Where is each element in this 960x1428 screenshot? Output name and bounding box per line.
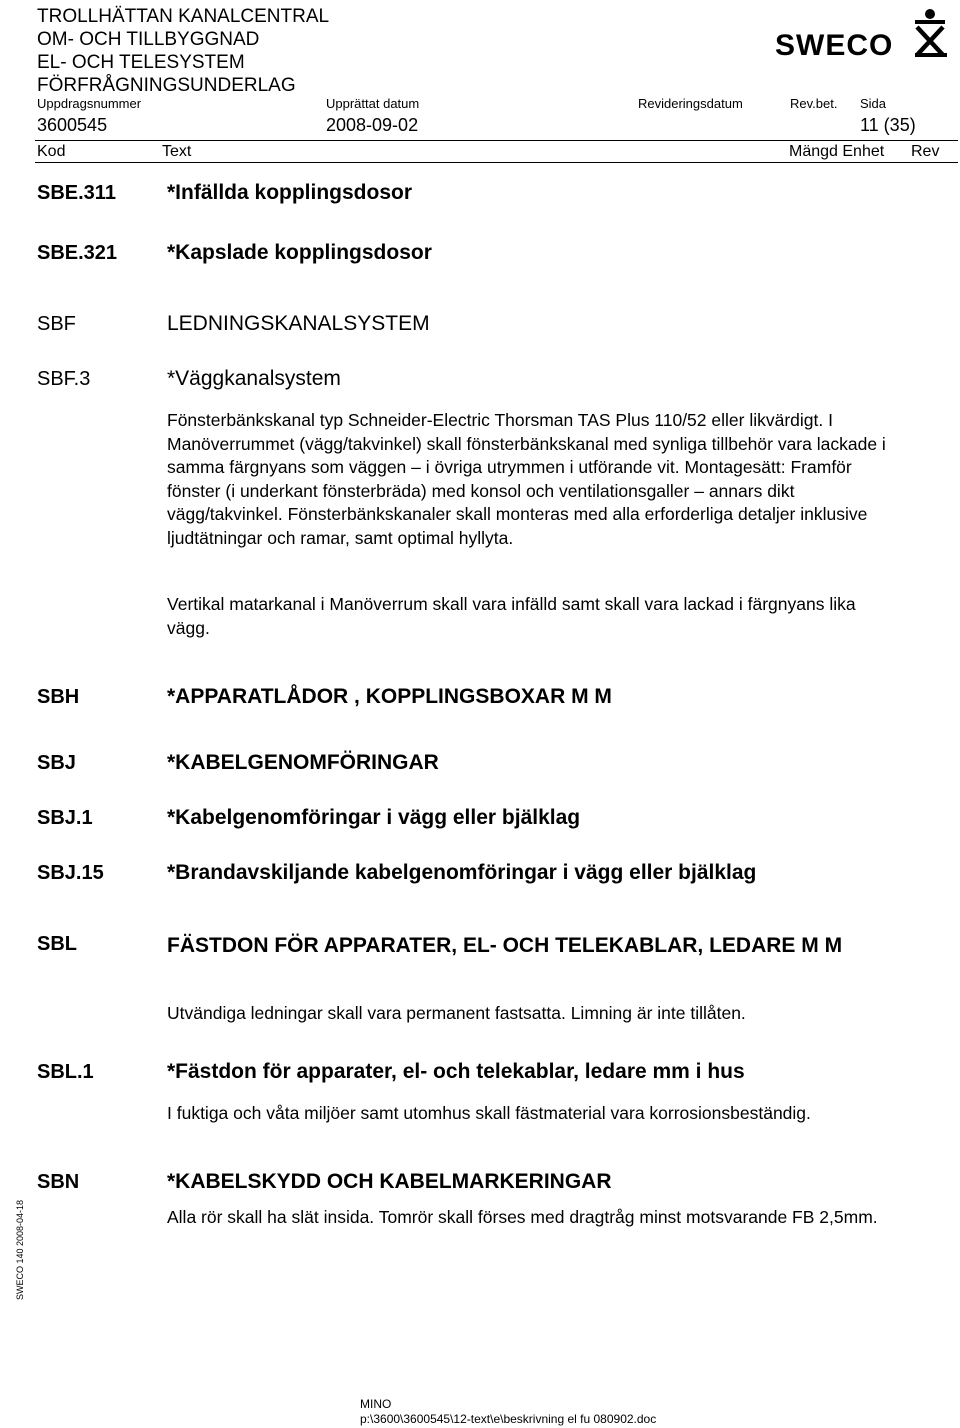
section-paragraph [167,593,857,640]
section-code: SBJ [37,752,76,774]
paragraph-text: Vertikal matarkanal i Manöverrum skall vara infälld samt skall vara lackad i färgnyans lika vägg. [167,594,856,638]
section-code: SBL.1 [37,1061,94,1083]
section-paragraph [167,1102,927,1126]
column-rev: Rev [911,143,940,160]
label-uppdragsnummer: Uppdragsnummer [37,96,142,111]
footer-path: p:\3600\3600545\12-text\e\beskrivning el fu 080902.doc [360,1412,657,1426]
section-heading: *APPARATLÅDOR , KOPPLINGSBOXAR M M [167,685,612,708]
footer-author: MINO [360,1397,392,1411]
section-heading: LEDNINGSKANALSYSTEM [167,312,430,335]
column-divider [35,162,958,163]
title-line-1: TROLLHÄTTAN KANALCENTRAL [37,6,330,27]
paragraph-text: Fönsterbänkskanal typ Schneider-Electric Thorsman TAS Plus 110/52 eller likvärdigt. I Manöverrummet (vägg/takvinkel) skall fönsterbänkskanal med synliga tillbehör vara lackade i samma färgnyans som väggen – i övriga utrymmen i utförande vit. Montagesätt: Framför fönster (i underkant fönsterbräda) med konsol och ventilationsgaller – annars dikt vägg/takvinkel. Fönsterbänkskanaler skall monteras med alla erforderliga detaljer inklusive ljudtätningar och ramar, samt optimal hyllyta. [167,410,886,548]
section-heading: *KABELGENOMFÖRINGAR [167,751,439,774]
column-mangd-enhet: Mängd Enhet [789,143,885,160]
title-line-3: EL- OCH TELESYSTEM [37,52,245,73]
label-sida: Sida [860,96,887,111]
section-heading: *KABELSKYDD OCH KABELMARKERINGAR [167,1170,612,1193]
value-sida: 11 (35) [860,115,916,135]
paragraph-text: Alla rör skall ha slät insida. Tomrör skall förses med dragtråg minst motsvarande FB 2,5mm. [167,1207,878,1227]
section-code: SBE.321 [37,242,118,264]
paragraph-text: I fuktiga och våta miljöer samt utomhus skall fästmaterial vara korrosionsbeständig. [167,1103,811,1123]
value-upprattat-datum: 2008-09-02 [326,115,419,135]
section-code: SBF.3 [37,368,91,390]
section-heading: *Fästdon för apparater, el- och telekablar, ledare mm i hus [167,1060,745,1083]
section-heading: FÄSTDON FÖR APPARATER, EL- OCH TELEKABLAR, LEDARE M M [167,934,843,957]
sweco-logo [775,8,953,58]
section-heading: *Brandavskiljande kabelgenomföringar i vägg eller bjälklag [167,861,757,884]
section-heading: *Kabelgenomföringar i vägg eller bjälklag [167,806,581,829]
section-heading: *Väggkanalsystem [167,367,341,390]
section-code: SBL [37,933,77,955]
column-text: Text [162,143,192,160]
section-heading: *Infällda kopplingsdosor [167,181,413,204]
header-divider [35,140,958,141]
section-code: SBN [37,1171,80,1193]
section-code: SBJ.1 [37,807,93,829]
column-kod: Kod [37,143,66,160]
section-code: SBE.311 [37,182,116,204]
section-heading: *Kapslade kopplingsdosor [167,241,432,264]
logo-text: SWECO [775,29,894,58]
label-revideringsdatum: Revideringsdatum [638,96,743,111]
title-line-2: OM- OCH TILLBYGGNAD [37,29,260,50]
section-paragraph [167,1002,927,1026]
title-line-4: FÖRFRÅGNINGSUNDERLAG [37,75,296,96]
sweco-figure-icon [915,9,947,55]
label-rev-bet: Rev.bet. [790,96,838,111]
section-code: SBF [37,313,76,335]
section-paragraph [167,1206,927,1230]
paragraph-text: Utvändiga ledningar skall vara permanent fastsatta. Limning är inte tillåten. [167,1003,746,1023]
section-paragraph [167,409,897,550]
side-form-label: SWECO 140 2008-04-18 [15,1199,26,1301]
label-upprattat-datum: Upprättat datum [326,96,420,111]
section-code: SBH [37,686,80,708]
value-uppdragsnummer: 3600545 [37,115,108,135]
section-code: SBJ.15 [37,862,104,884]
